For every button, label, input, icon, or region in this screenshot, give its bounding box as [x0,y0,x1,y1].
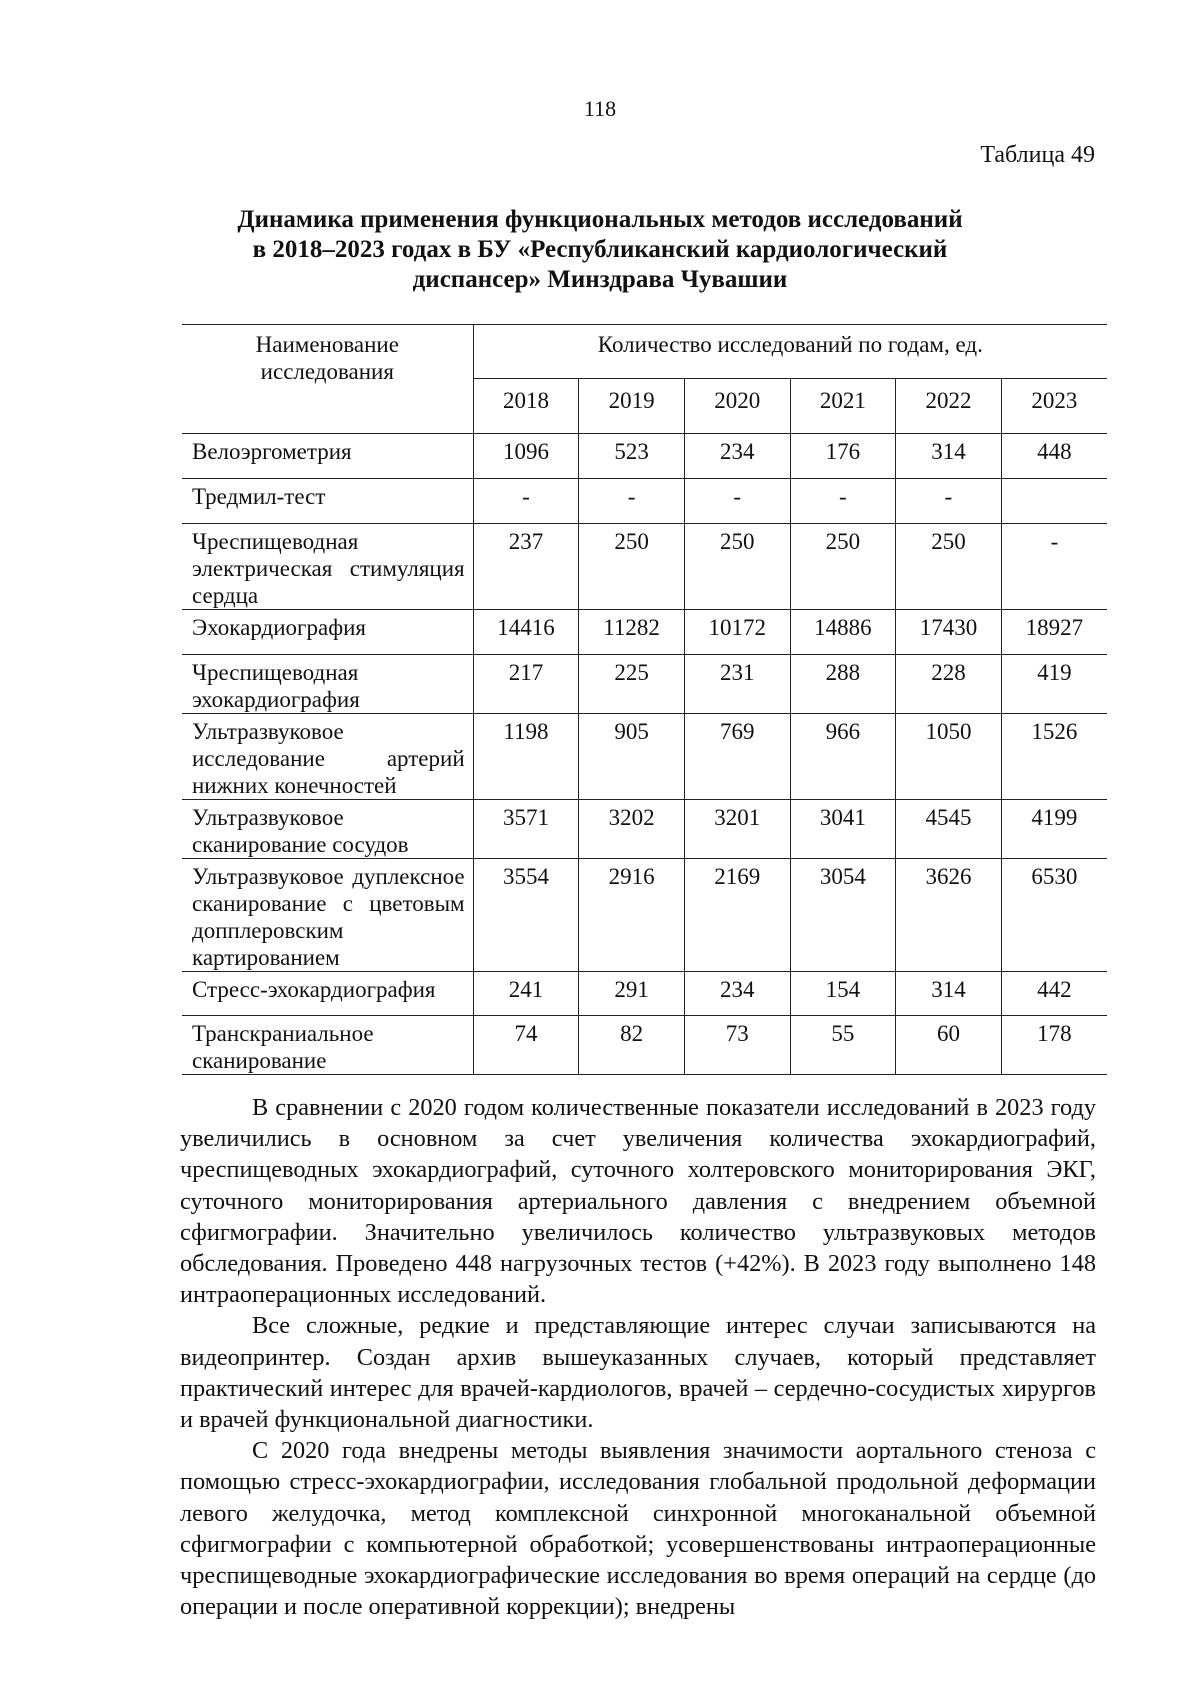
paragraph: Все сложные, редкие и представляющие интерес случаи записываются на видеопринтер. Создан архив вышеуказанных случаев, который представляет практический интерес для врачей-кардиологов, врачей – сердечно-сосудистых хирургов и врачей функциональной диагностики. [180,1312,1096,1434]
studies-table [182,324,1107,1075]
study-count-cell: - [896,479,1002,524]
study-count-cell: 523 [579,434,685,479]
study-name: Ультразвуковое дуплексное сканирование с цветовым допплеровским картированием [182,859,473,972]
study-count-cell: 3041 [790,800,896,859]
study-count-cell: - [1001,524,1107,610]
year-header: 2019 [579,379,685,434]
study-count-cell: 60 [896,1016,1002,1075]
study-count-cell: 217 [473,655,579,714]
study-count-cell: 2169 [684,859,790,972]
table-body [182,434,1107,1075]
study-count-cell: 291 [579,972,685,1016]
study-name: Чреспищеводная эхокардиография [182,655,473,714]
study-count-cell: 2916 [579,859,685,972]
study-count-cell: 237 [473,524,579,610]
table-row [182,859,1107,972]
study-name: Тредмил-тест [182,479,473,524]
study-count-cell: 314 [896,972,1002,1016]
study-count-cell: 4545 [896,800,1002,859]
study-name: Транскраниальное сканирование [182,1016,473,1075]
study-count-cell: 1198 [473,714,579,800]
study-count-cell: 250 [579,524,685,610]
paragraph: В сравнении с 2020 годом количественные показатели исследований в 2023 году увеличились в основном за счет увеличения количества эхокардиографий, чреспищеводных эхокардиографий, суточного холтеровского мониторирования ЭКГ, суточного мониторирования артериального давления с внедрением объемной сфигмографии. Значительно увеличилось количество ультразвуковых методов обследования. Проведено 448 нагрузочных тестов (+42%). В 2023 году выполнено 148 интраоперационных исследований. [180,1094,1096,1309]
study-name: Стресс-эхокардиография [182,972,473,1016]
study-count-cell: 3202 [579,800,685,859]
study-count-cell: 250 [790,524,896,610]
study-count-cell: 6530 [1001,859,1107,972]
study-count-cell: 241 [473,972,579,1016]
study-count-cell: 769 [684,714,790,800]
year-header: 2020 [684,379,790,434]
study-count-cell: 250 [896,524,1002,610]
study-count-cell: - [473,479,579,524]
body-text [180,1092,1096,1622]
year-header: 2022 [896,379,1002,434]
study-name: Чреспищеводная электрическая стимуляция сердца [182,524,473,610]
study-count-cell: 234 [684,972,790,1016]
study-count-cell: 154 [790,972,896,1016]
study-count-cell [1001,479,1107,524]
study-count-cell: 448 [1001,434,1107,479]
study-count-cell: 18927 [1001,610,1107,655]
study-count-cell: 314 [896,434,1002,479]
study-count-cell: 73 [684,1016,790,1075]
years-group-header: Количество исследований по годам, ед. [473,325,1107,379]
table-row [182,800,1107,859]
study-count-cell: 14416 [473,610,579,655]
study-count-cell: 231 [684,655,790,714]
study-count-cell: 1096 [473,434,579,479]
year-header: 2021 [790,379,896,434]
table-title [150,205,1050,295]
study-count-cell: 176 [790,434,896,479]
study-count-cell: 74 [473,1016,579,1075]
study-count-cell: 10172 [684,610,790,655]
study-count-cell: 1526 [1001,714,1107,800]
study-count-cell: 17430 [896,610,1002,655]
study-name: Эхокардиография [182,610,473,655]
study-count-cell: 14886 [790,610,896,655]
table-row [182,714,1107,800]
study-count-cell: 178 [1001,1016,1107,1075]
table-row [182,479,1107,524]
table-row [182,524,1107,610]
study-name: Велоэргометрия [182,434,473,479]
table-label: Таблица 49 [980,142,1095,168]
study-count-cell: 3554 [473,859,579,972]
study-count-cell: 225 [579,655,685,714]
name-column-header: Наименование исследования [182,325,473,434]
paragraph: С 2020 года внедрены методы выявления значимости аортального стеноза с помощью стресс-эхокардиографии, исследования глобальной продольной деформации левого желудочка, метод комплексной синхронной многоканальной объемной сфигмографии с компьютерной обработкой; усовершенствованы интраоперационные чреспищеводные эхокардиографические исследования во время операций на сердце (до операции и после оперативной коррекции); внедрены [180,1437,1096,1621]
study-count-cell: 11282 [579,610,685,655]
page-number: 118 [583,96,617,121]
study-count-cell: 234 [684,434,790,479]
table-row [182,1016,1107,1075]
title-line: диспансер» Минздрава Чувашии [412,266,788,293]
study-count-cell: 288 [790,655,896,714]
study-count-cell: - [579,479,685,524]
study-name: Ультразвуковое исследование артерий нижних конечностей [182,714,473,800]
year-header: 2018 [473,379,579,434]
study-count-cell: 442 [1001,972,1107,1016]
table-header-row [182,325,1107,379]
study-count-cell: - [684,479,790,524]
study-count-cell: 55 [790,1016,896,1075]
year-header: 2023 [1001,379,1107,434]
title-line: в 2018–2023 годах в БУ «Республиканский кардиологический [252,236,948,263]
study-count-cell: 82 [579,1016,685,1075]
title-line: Динамика применения функциональных методов исследований [237,206,963,233]
study-count-cell: 3626 [896,859,1002,972]
study-count-cell: 228 [896,655,1002,714]
table-row [182,434,1107,479]
study-count-cell: 966 [790,714,896,800]
study-count-cell: 3571 [473,800,579,859]
table-row [182,610,1107,655]
study-count-cell: - [790,479,896,524]
study-count-cell: 4199 [1001,800,1107,859]
study-count-cell: 3054 [790,859,896,972]
study-count-cell: 1050 [896,714,1002,800]
study-count-cell: 250 [684,524,790,610]
study-count-cell: 3201 [684,800,790,859]
table-row [182,972,1107,1016]
study-name: Ультразвуковое сканирование сосудов [182,800,473,859]
table-row [182,655,1107,714]
study-count-cell: 419 [1001,655,1107,714]
study-count-cell: 905 [579,714,685,800]
